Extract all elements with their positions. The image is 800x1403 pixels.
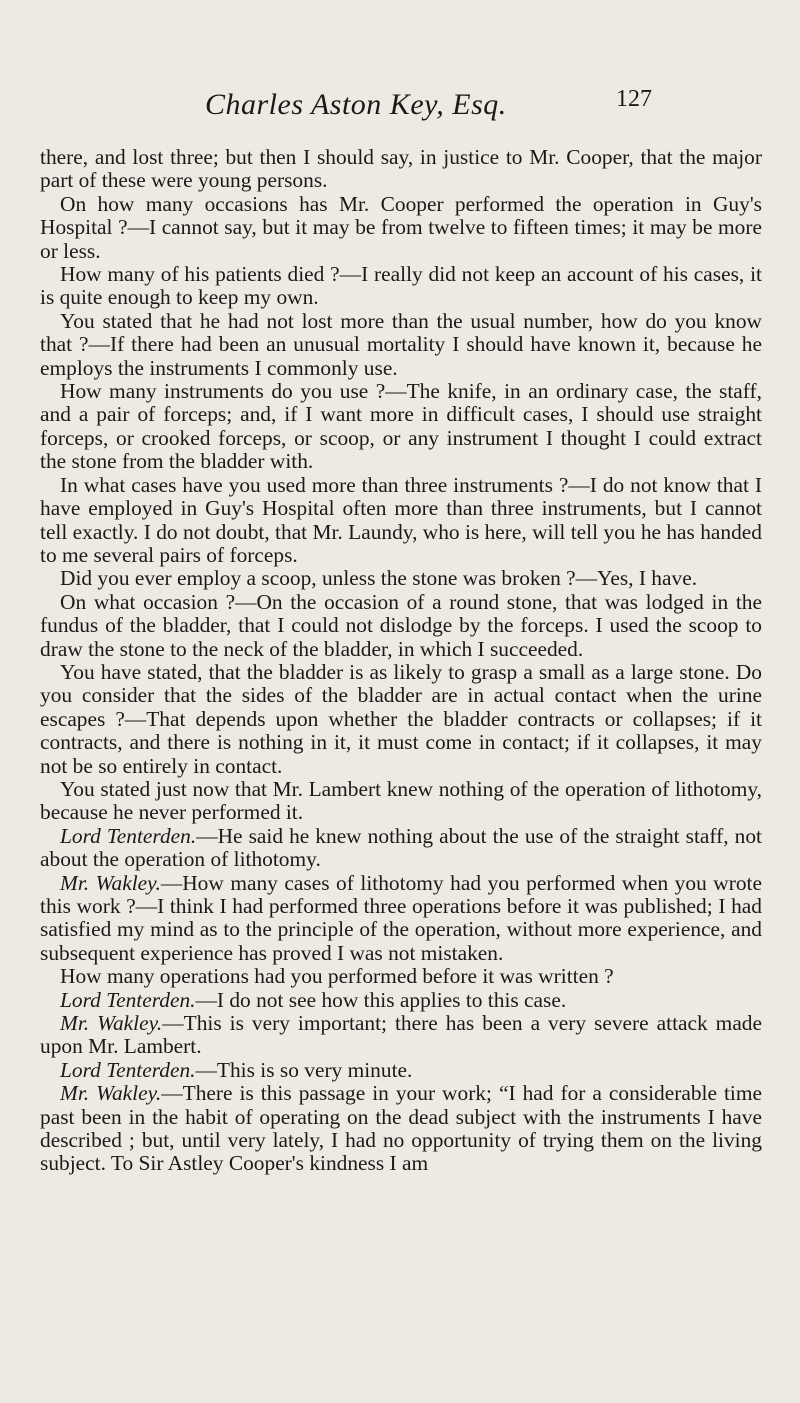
page-number: 127 — [616, 86, 652, 112]
paragraph-text: —This is so very minute. — [195, 1057, 413, 1082]
paragraph-text: —He said he knew nothing about the use of the straight staff, not about the operation of lithotomy. — [40, 823, 762, 872]
paragraph — [40, 825, 762, 872]
paragraph-text: —I do not see how this applies to this case. — [195, 987, 567, 1012]
paragraph — [40, 310, 762, 380]
paragraph-text: How many instruments do you use ?—The knife, in an ordinary case, the staff, and a pair of forceps; and, if I want more in difficult cases, I should use straight forceps, or crooked forceps, or scoop, or any instrument I thought I could extract the stone from the bladder with. — [40, 379, 762, 474]
paragraph — [40, 474, 762, 568]
paragraph — [40, 872, 762, 966]
paragraph-text: In what cases have you used more than three instruments ?—I do not know that I have employed in Guy's Hospital often more than three instruments, but I cannot tell exactly. I do not doubt, that Mr. Laundy, who is here, will tell you he has handed to me several pairs of forceps. — [40, 472, 762, 567]
paragraph — [40, 1059, 762, 1082]
paragraph — [40, 778, 762, 825]
paragraph-text: On what occasion ?—On the occasion of a round stone, that was lodged in the fundus of the bladder, that I could not dislodge by the forceps. I used the scoop to draw the stone to the neck of the bladder, in which I succeeded. — [40, 589, 762, 661]
body-text — [40, 146, 762, 1176]
paragraph-text: You stated that he had not lost more than the usual number, how do you know that ?—If there had been an unusual mortality I should have known it, because he employs the instruments I commonly use. — [40, 308, 762, 380]
paragraph — [40, 1082, 762, 1176]
paragraph-text: —This is very important; there has been a very severe attack made upon Mr. Lambert. — [40, 1011, 763, 1059]
paragraph — [40, 1012, 762, 1059]
paragraph — [40, 567, 762, 590]
speaker-name: Mr. Wakley. — [60, 1011, 163, 1036]
paragraph — [40, 965, 762, 988]
paragraph — [40, 146, 762, 193]
paragraph-text: How many of his patients died ?—I really did not keep an account of his cases, it is quite enough to keep my own. — [40, 262, 762, 310]
paragraph-text: You stated just now that Mr. Lambert knew nothing of the operation of lithotomy, because he never performed it. — [40, 776, 762, 825]
paragraph-text: Did you ever employ a scoop, unless the stone was broken ?—Yes, I have. — [60, 566, 698, 591]
paragraph — [40, 661, 762, 778]
speaker-name: Mr. Wakley. — [60, 870, 161, 895]
paragraph — [40, 380, 762, 474]
paragraph — [40, 193, 762, 263]
paragraph-text: there, and lost three; but then I should say, in justice to Mr. Cooper, that the major part of these were young persons. — [40, 145, 762, 193]
speaker-name: Lord Tenterden. — [60, 987, 196, 1012]
speaker-name: Mr. Wakley. — [60, 1081, 162, 1106]
paragraph — [40, 591, 762, 661]
speaker-name: Lord Tenterden. — [60, 1057, 196, 1082]
running-title: Charles Aston Key, Esq. — [205, 88, 507, 121]
paragraph — [40, 263, 762, 310]
speaker-name: Lord Tenterden. — [60, 823, 197, 848]
running-head — [0, 86, 800, 126]
paragraph-text: —There is this passage in your work; “I had for a considerable time past been in the habit of operating on the dead subject with the instruments I have described ; but, until very lately, I had no opportunity of trying them on the living subject. To Sir Astley Cooper's kindness I am — [40, 1081, 762, 1176]
paragraph-text: How many operations had you performed before it was written ? — [60, 964, 614, 989]
paragraph — [40, 989, 762, 1012]
paragraph-text: On how many occasions has Mr. Cooper performed the operation in Guy's Hospital ?—I cannot say, but it may be from twelve to fifteen times; it may be more or less. — [40, 191, 762, 263]
paragraph-text: —How many cases of lithotomy had you performed when you wrote this work ?—I think I had performed three operations before it was published; I had satisfied my mind as to the principle of the operation, without more experience, and subsequent experience has proved I was not mistaken. — [40, 870, 762, 965]
paragraph-text: You have stated, that the bladder is as likely to grasp a small as a large stone. Do you consider that the sides of the bladder are in actual contact when the urine escapes ?—That depends upon whether the bladder contracts or collapses; if it contracts, and there is nothing in it, it must come in contact; if it collapses, it may not be so entirely in contact. — [40, 659, 762, 778]
